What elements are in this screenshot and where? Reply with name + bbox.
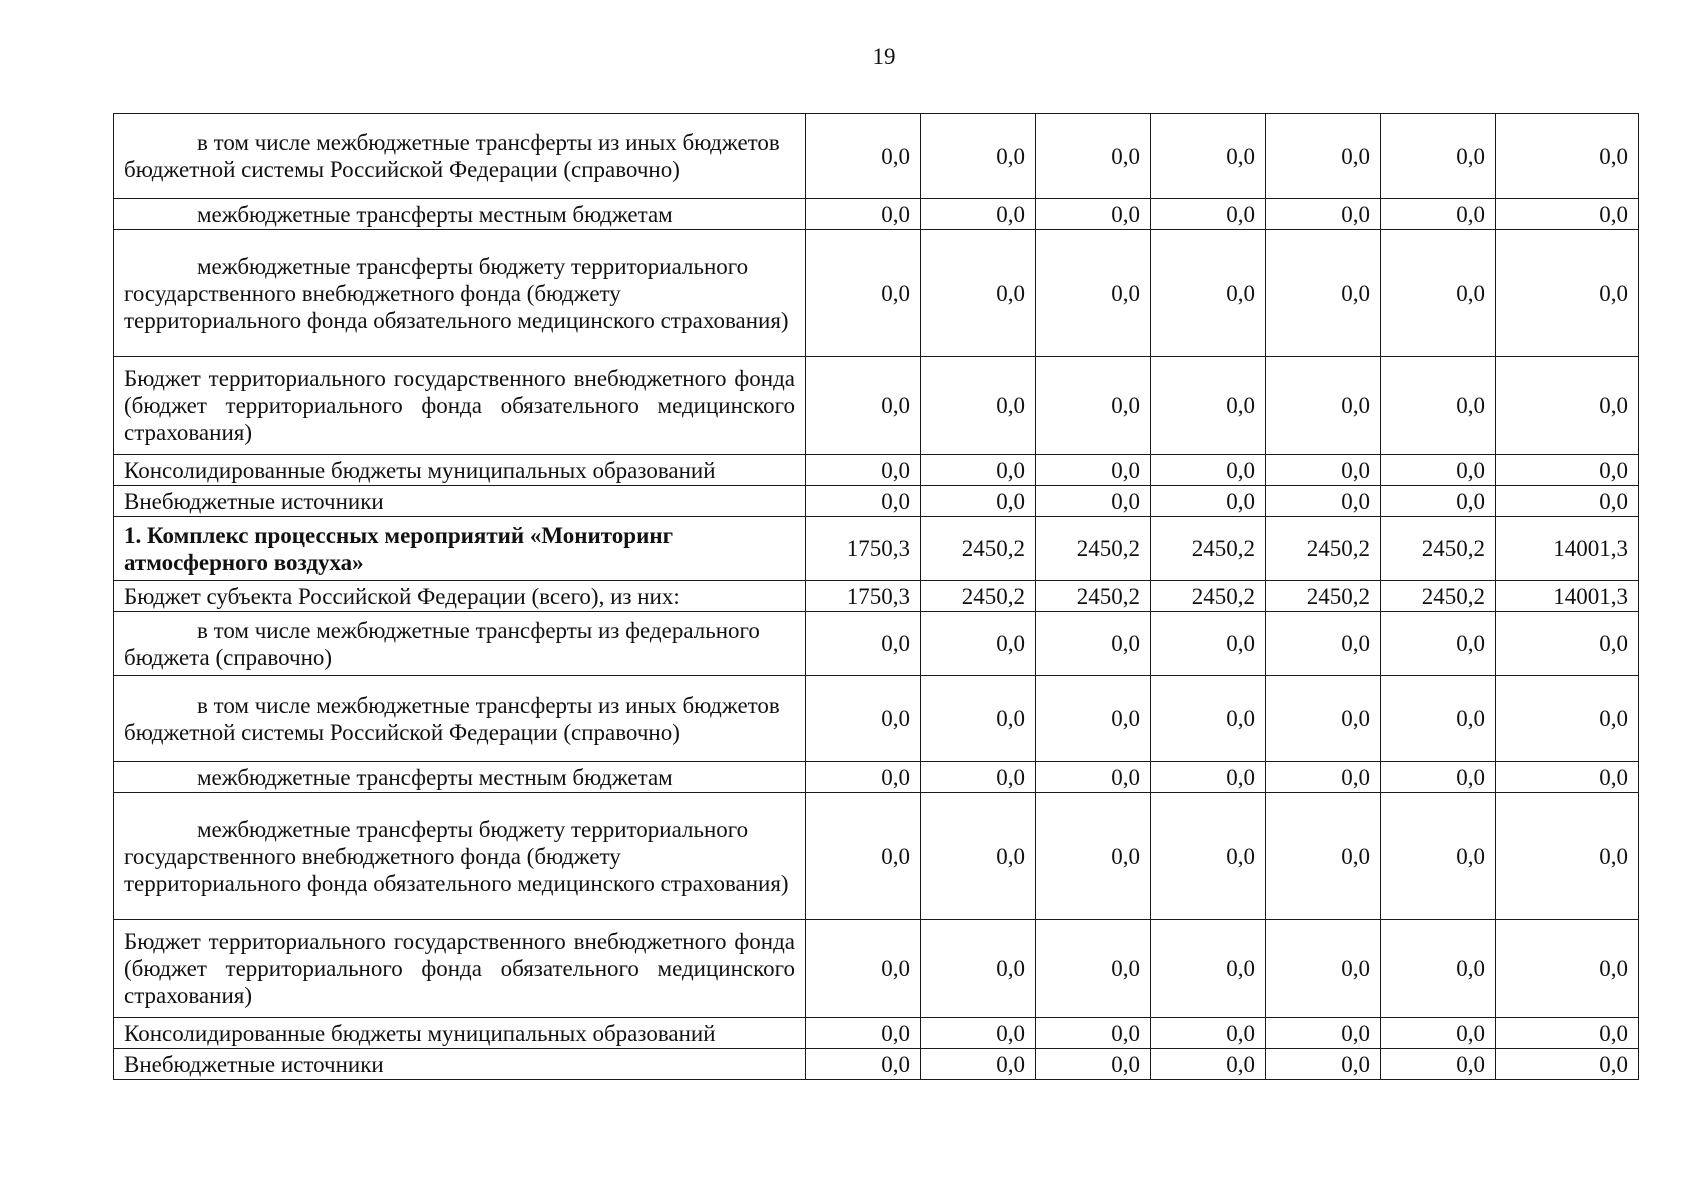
value-cell: 0,0 — [921, 920, 1036, 1018]
value-cell: 0,0 — [1036, 612, 1151, 676]
table-row — [114, 920, 1639, 1018]
value-cell: 0,0 — [1036, 455, 1151, 486]
total-value-cell: 14001,3 — [1496, 517, 1639, 581]
value-cell: 0,0 — [1381, 114, 1496, 199]
total-value-cell: 0,0 — [1496, 199, 1639, 230]
row-label: Бюджет территориального государственного внебюджетного фонда (бюджет территориального фонда обязательного медицинского страхования) — [114, 357, 806, 455]
table-row — [114, 793, 1639, 920]
value-cell: 2450,2 — [921, 517, 1036, 581]
value-cell: 0,0 — [1266, 1018, 1381, 1049]
value-cell: 0,0 — [806, 455, 921, 486]
value-cell: 0,0 — [921, 612, 1036, 676]
value-cell: 0,0 — [806, 920, 921, 1018]
row-label: межбюджетные трансферты бюджету территориального государственного внебюджетного фонда (бюджету территориального фонда обязательного медицинского страхования) — [114, 230, 806, 357]
value-cell: 0,0 — [921, 199, 1036, 230]
value-cell: 0,0 — [1381, 230, 1496, 357]
total-value-cell: 0,0 — [1496, 1018, 1639, 1049]
value-cell: 1750,3 — [806, 517, 921, 581]
value-cell: 0,0 — [1036, 1049, 1151, 1080]
value-cell: 2450,2 — [1381, 581, 1496, 612]
row-label: в том числе межбюджетные трансферты из федерального бюджета (справочно) — [114, 612, 806, 676]
total-value-cell: 0,0 — [1496, 762, 1639, 793]
total-value-cell: 0,0 — [1496, 612, 1639, 676]
value-cell: 1750,3 — [806, 581, 921, 612]
value-cell: 0,0 — [1266, 762, 1381, 793]
row-label: межбюджетные трансферты местным бюджетам — [114, 762, 806, 793]
total-value-cell: 0,0 — [1496, 230, 1639, 357]
total-value-cell: 0,0 — [1496, 920, 1639, 1018]
value-cell: 0,0 — [1266, 455, 1381, 486]
value-cell: 0,0 — [1151, 230, 1266, 357]
value-cell: 0,0 — [1381, 357, 1496, 455]
row-label: в том числе межбюджетные трансферты из иных бюджетов бюджетной системы Российской Федерации (справочно) — [114, 676, 806, 762]
row-label: Бюджет территориального государственного внебюджетного фонда (бюджет территориального фонда обязательного медицинского страхования) — [114, 920, 806, 1018]
value-cell: 0,0 — [1151, 793, 1266, 920]
row-label: межбюджетные трансферты местным бюджетам — [114, 199, 806, 230]
table-row — [114, 230, 1639, 357]
value-cell: 0,0 — [806, 762, 921, 793]
value-cell: 0,0 — [921, 357, 1036, 455]
row-label: Консолидированные бюджеты муниципальных образований — [114, 1018, 806, 1049]
value-cell: 0,0 — [1036, 357, 1151, 455]
table-row — [114, 676, 1639, 762]
total-value-cell: 14001,3 — [1496, 581, 1639, 612]
value-cell: 0,0 — [1381, 676, 1496, 762]
value-cell: 0,0 — [1266, 357, 1381, 455]
page-number: 19 — [872, 44, 896, 69]
table-row — [114, 486, 1639, 517]
value-cell: 0,0 — [1151, 612, 1266, 676]
value-cell: 0,0 — [921, 793, 1036, 920]
table-row — [114, 1018, 1639, 1049]
value-cell: 0,0 — [1381, 486, 1496, 517]
value-cell: 0,0 — [1266, 230, 1381, 357]
value-cell: 0,0 — [1266, 114, 1381, 199]
value-cell: 0,0 — [1381, 455, 1496, 486]
value-cell: 2450,2 — [1381, 517, 1496, 581]
value-cell: 0,0 — [1036, 230, 1151, 357]
value-cell: 0,0 — [1381, 199, 1496, 230]
value-cell: 0,0 — [806, 199, 921, 230]
value-cell: 0,0 — [1381, 762, 1496, 793]
value-cell: 0,0 — [1036, 762, 1151, 793]
value-cell: 0,0 — [921, 762, 1036, 793]
section-header-row — [114, 517, 1639, 581]
value-cell: 0,0 — [806, 230, 921, 357]
row-label: Консолидированные бюджеты муниципальных образований — [114, 455, 806, 486]
value-cell: 0,0 — [1381, 920, 1496, 1018]
value-cell: 2450,2 — [1266, 581, 1381, 612]
value-cell: 2450,2 — [1151, 517, 1266, 581]
table-row — [114, 612, 1639, 676]
value-cell: 0,0 — [1381, 1018, 1496, 1049]
table-row — [114, 581, 1639, 612]
value-cell: 0,0 — [921, 486, 1036, 517]
total-value-cell: 0,0 — [1496, 1049, 1639, 1080]
value-cell: 0,0 — [1151, 486, 1266, 517]
value-cell: 2450,2 — [921, 581, 1036, 612]
value-cell: 0,0 — [1266, 199, 1381, 230]
value-cell: 0,0 — [1266, 1049, 1381, 1080]
table-row — [114, 357, 1639, 455]
value-cell: 0,0 — [806, 612, 921, 676]
value-cell: 0,0 — [1151, 762, 1266, 793]
value-cell: 0,0 — [1036, 676, 1151, 762]
value-cell: 0,0 — [1036, 793, 1151, 920]
value-cell: 0,0 — [806, 357, 921, 455]
value-cell: 0,0 — [1151, 920, 1266, 1018]
table-row — [114, 199, 1639, 230]
row-label: 1. Комплекс процессных мероприятий «Мониторинг атмосферного воздуха» — [114, 517, 806, 581]
value-cell: 0,0 — [806, 114, 921, 199]
value-cell: 2450,2 — [1036, 517, 1151, 581]
total-value-cell: 0,0 — [1496, 793, 1639, 920]
total-value-cell: 0,0 — [1496, 676, 1639, 762]
value-cell: 0,0 — [1036, 920, 1151, 1018]
value-cell: 0,0 — [1266, 920, 1381, 1018]
value-cell: 0,0 — [806, 1018, 921, 1049]
value-cell: 0,0 — [921, 1018, 1036, 1049]
value-cell: 0,0 — [1151, 676, 1266, 762]
value-cell: 0,0 — [921, 455, 1036, 486]
table-row — [114, 114, 1639, 199]
total-value-cell: 0,0 — [1496, 114, 1639, 199]
total-value-cell: 0,0 — [1496, 357, 1639, 455]
value-cell: 0,0 — [1151, 199, 1266, 230]
value-cell: 0,0 — [1266, 676, 1381, 762]
table-row — [114, 762, 1639, 793]
value-cell: 0,0 — [1036, 114, 1151, 199]
value-cell: 0,0 — [1151, 1018, 1266, 1049]
budget-table — [113, 113, 1639, 1080]
value-cell: 0,0 — [806, 676, 921, 762]
budget-table-body — [114, 114, 1639, 1080]
value-cell: 0,0 — [1381, 612, 1496, 676]
value-cell: 0,0 — [806, 486, 921, 517]
total-value-cell: 0,0 — [1496, 486, 1639, 517]
table-row — [114, 1049, 1639, 1080]
value-cell: 0,0 — [1036, 1018, 1151, 1049]
value-cell: 2450,2 — [1151, 581, 1266, 612]
row-label: межбюджетные трансферты бюджету территориального государственного внебюджетного фонда (бюджету территориального фонда обязательного медицинского страхования) — [114, 793, 806, 920]
value-cell: 0,0 — [1036, 486, 1151, 517]
value-cell: 0,0 — [1151, 1049, 1266, 1080]
row-label: Внебюджетные источники — [114, 1049, 806, 1080]
value-cell: 0,0 — [1151, 357, 1266, 455]
value-cell: 0,0 — [1381, 793, 1496, 920]
value-cell: 0,0 — [1151, 114, 1266, 199]
value-cell: 0,0 — [1266, 793, 1381, 920]
total-value-cell: 0,0 — [1496, 455, 1639, 486]
value-cell: 0,0 — [921, 230, 1036, 357]
value-cell: 0,0 — [1036, 199, 1151, 230]
value-cell: 0,0 — [921, 114, 1036, 199]
value-cell: 0,0 — [1151, 455, 1266, 486]
row-label: Внебюджетные источники — [114, 486, 806, 517]
row-label: Бюджет субъекта Российской Федерации (всего), из них: — [114, 581, 806, 612]
value-cell: 0,0 — [1266, 612, 1381, 676]
row-label: в том числе межбюджетные трансферты из иных бюджетов бюджетной системы Российской Федерации (справочно) — [114, 114, 806, 199]
value-cell: 0,0 — [1266, 486, 1381, 517]
value-cell: 2450,2 — [1266, 517, 1381, 581]
value-cell: 0,0 — [921, 676, 1036, 762]
value-cell: 0,0 — [921, 1049, 1036, 1080]
value-cell: 0,0 — [806, 1049, 921, 1080]
value-cell: 2450,2 — [1036, 581, 1151, 612]
table-row — [114, 455, 1639, 486]
value-cell: 0,0 — [806, 793, 921, 920]
value-cell: 0,0 — [1381, 1049, 1496, 1080]
